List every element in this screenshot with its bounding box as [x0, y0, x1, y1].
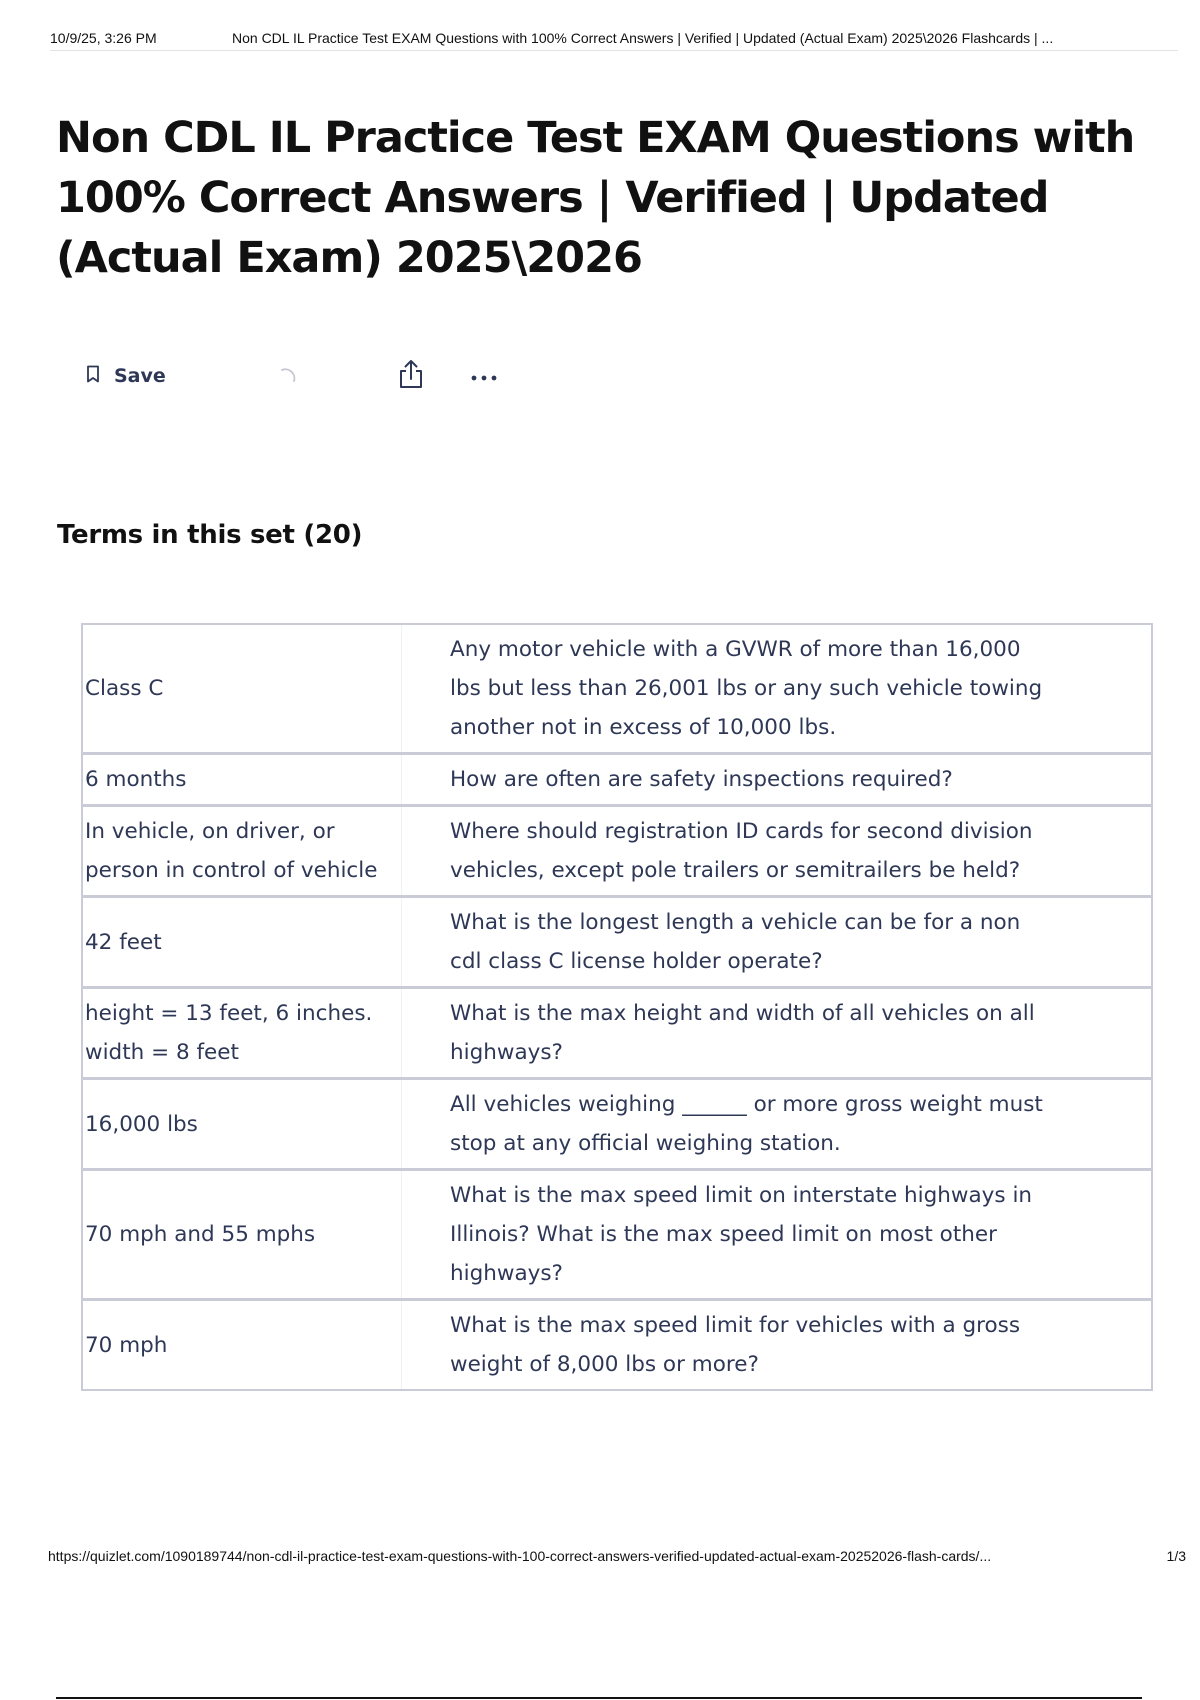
term-cell: height = 13 feet, 6 inches. width = 8 feet: [82, 988, 402, 1079]
definition-cell: Where should registration ID cards for second division vehicles, except pole trailers or semitrailers be held?: [402, 806, 1153, 897]
table-row: [82, 1170, 1152, 1300]
more-options-icon: [470, 367, 498, 386]
print-doc-title: Non CDL IL Practice Test EXAM Questions with 100% Correct Answers | Verified | Updated (Actual Exam) 2025\2026 Flashcards | ...: [232, 30, 1054, 46]
print-header: [50, 28, 1178, 51]
definition-cell: Any motor vehicle with a GVWR of more than 16,000 lbs but less than 26,001 lbs or any such vehicle towing another not in excess of 10,000 lbs.: [450, 637, 1043, 740]
table-row: [82, 754, 1152, 806]
definition-cell: All vehicles weighing ______ or more gross weight must stop at any official weighing station.: [402, 1079, 1153, 1170]
definition-cell: What is the max speed limit for vehicles with a gross weight of 8,000 lbs or more?: [402, 1300, 1153, 1391]
page-number: 1/3: [1166, 1548, 1186, 1564]
share-icon: [398, 359, 424, 393]
definition-cell: What is the longest length a vehicle can be for a non cdl class C license holder operate?: [402, 897, 1153, 988]
save-label: Save: [114, 365, 166, 387]
loading-spinner-icon: [276, 358, 300, 394]
print-url: https://quizlet.com/1090189744/non-cdl-il-practice-test-exam-questions-with-100-correct-answers-verified-updated-actual-exam-20252026-flash-cards/...: [48, 1548, 992, 1564]
term-cell: 16,000 lbs: [82, 1079, 402, 1170]
term-cell: 70 mph and 55 mphs: [82, 1170, 402, 1300]
definition-cell: How are often are safety inspections required?: [402, 754, 1153, 806]
share-button[interactable]: [398, 358, 424, 394]
more-options-button[interactable]: [470, 358, 498, 394]
table-row: [82, 1300, 1152, 1391]
table-row: [82, 624, 1152, 754]
table-row: [82, 806, 1152, 897]
save-button[interactable]: [86, 358, 166, 394]
term-cell: 42 feet: [82, 897, 402, 988]
table-row: [82, 1079, 1152, 1170]
term-cell: Class C: [82, 624, 402, 754]
bookmark-icon: [86, 365, 100, 387]
table-row: [82, 988, 1152, 1079]
term-cell: 6 months: [82, 754, 402, 806]
definition-cell: What is the max height and width of all vehicles on all highways?: [402, 988, 1153, 1079]
terms-table: [81, 623, 1153, 1391]
bottom-divider: [56, 1697, 1142, 1699]
print-datetime: 10/9/25, 3:26 PM: [50, 30, 157, 46]
definition-cell: What is the max speed limit on interstate highways in Illinois? What is the max speed limit on most other highways?: [402, 1170, 1153, 1300]
page-title: Non CDL IL Practice Test EXAM Questions with 100% Correct Answers | Verified | Updated (Actual Exam) 2025\2026: [56, 113, 1135, 283]
terms-section-heading: Terms in this set (20): [57, 520, 363, 550]
term-cell: In vehicle, on driver, or person in control of vehicle: [82, 806, 402, 897]
term-cell: 70 mph: [82, 1300, 402, 1391]
table-row: [82, 897, 1152, 988]
action-bar: [86, 358, 526, 394]
